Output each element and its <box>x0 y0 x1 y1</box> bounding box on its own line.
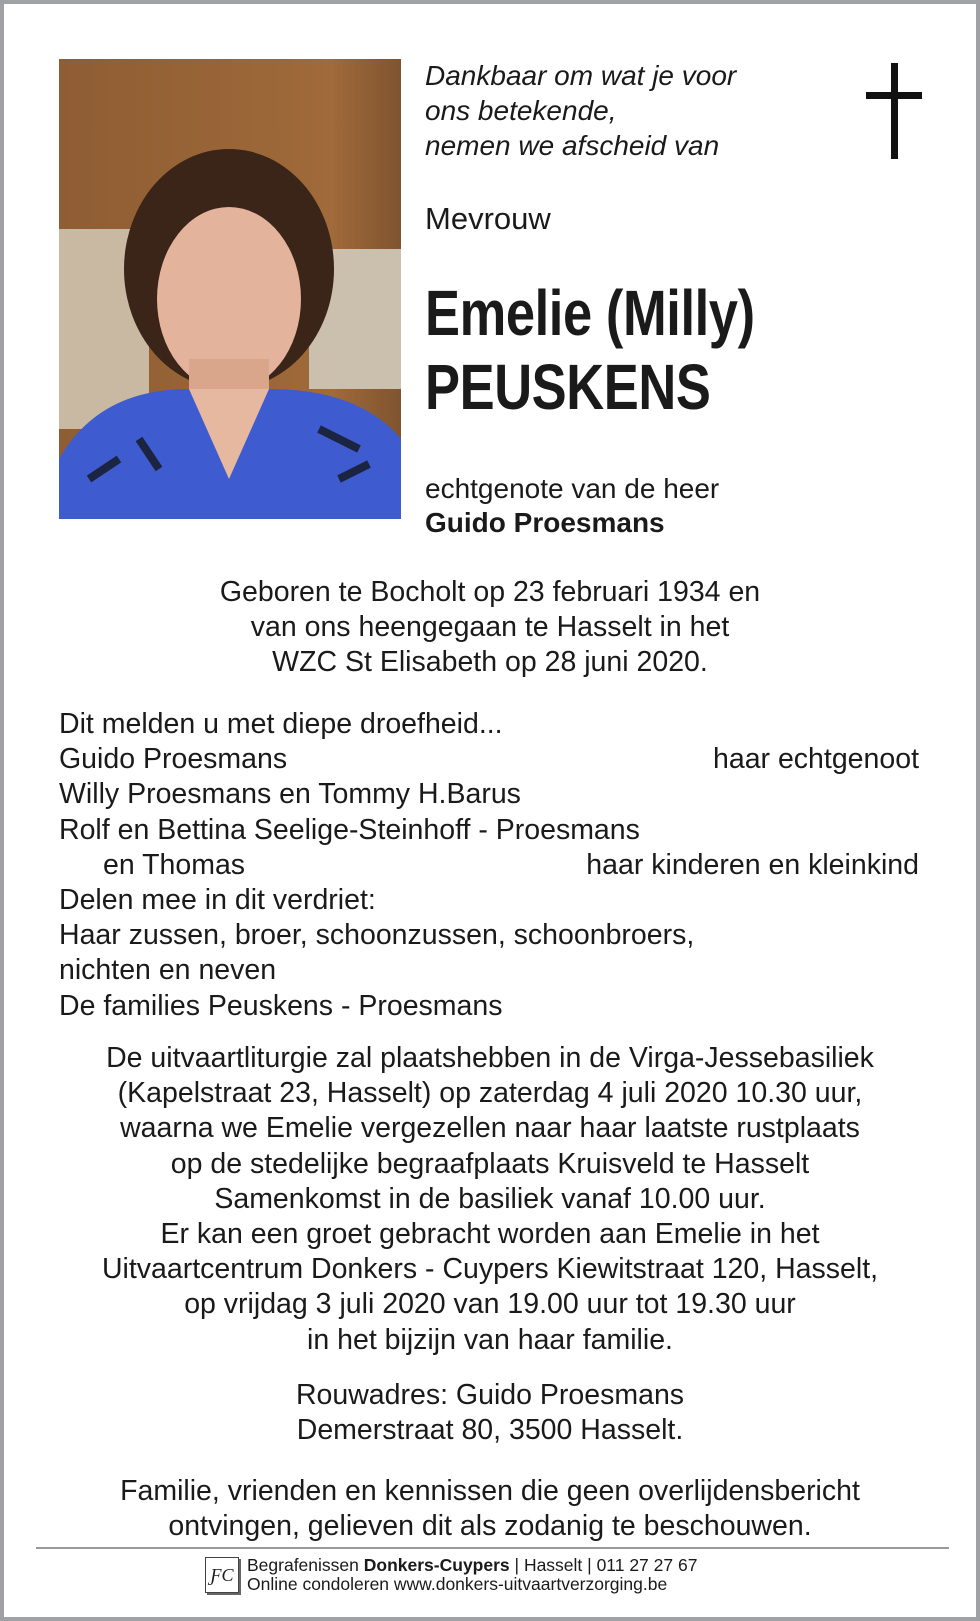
funeral-line: op de stedelijke begraafplaats Kruisveld te Hasselt <box>170 1147 810 1180</box>
spouse-label: echtgenote van de heer <box>425 473 720 504</box>
funeral-line: waarna we Emelie vergezellen naar haar laatste rustplaats <box>120 1112 860 1145</box>
cross-icon-bar <box>866 92 922 99</box>
funeral-line: Uitvaartcentrum Donkers - Cuypers Kiewitstraat 120, Hasselt, <box>101 1253 879 1286</box>
family-member: Dit melden u met diepe droefheid... <box>59 708 503 740</box>
family-member: Haar zussen, broer, schoonzussen, schoonbroers, <box>59 919 695 952</box>
family-row <box>59 707 919 742</box>
portrait-photo <box>59 59 401 519</box>
family-row <box>59 918 919 953</box>
condolence-link[interactable]: Online condoleren www.donkers-uitvaartverzorging.be <box>247 1574 668 1594</box>
family-list <box>59 707 919 1024</box>
relation: haar echtgenoot <box>713 743 919 776</box>
funeral-line: op vrijdag 3 juli 2020 van 19.00 uur tot 19.30 uur <box>184 1288 796 1321</box>
family-member: nichten en neven <box>59 954 277 987</box>
family-row <box>59 848 919 883</box>
address-line: Rouwadres: Guido Proesmans <box>295 1379 685 1411</box>
family-member: en Thomas <box>103 848 246 881</box>
funeral-line: De uitvaartliturgie zal plaatshebben in de Virga-Jessebasiliek <box>106 1042 874 1074</box>
footer <box>205 1556 697 1594</box>
last-name: PEUSKENS <box>425 351 711 423</box>
notice <box>4 1474 976 1544</box>
funeral-info <box>4 1041 976 1358</box>
family-member: Delen mee in dit verdriet: <box>59 884 376 917</box>
funeral-home-logo: ƑC <box>205 1557 239 1593</box>
funeral-line: in het bijzijn van haar familie. <box>307 1323 673 1356</box>
obituary-card <box>4 4 976 1617</box>
birth-line: van ons heengegaan te Hasselt in het <box>250 611 730 644</box>
family-member: Guido Proesmans <box>59 743 288 776</box>
honorific: Mevrouw <box>425 201 551 236</box>
relation: haar kinderen en kleinkind <box>586 848 919 881</box>
family-row <box>59 953 919 988</box>
family-member: De families Peuskens - Proesmans <box>59 989 503 1022</box>
address-line: Demerstraat 80, 3500 Hasselt. <box>296 1414 684 1447</box>
family-row <box>59 777 919 812</box>
intro-line: Dankbaar om wat je voor <box>425 60 737 91</box>
deceased-name <box>425 276 755 424</box>
intro-line: ons betekende, <box>425 95 617 126</box>
intro-text <box>425 58 736 163</box>
funeral-home-line <box>247 1556 697 1575</box>
intro-line: nemen we afscheid van <box>425 130 720 161</box>
family-row <box>59 883 919 918</box>
footer-divider <box>36 1547 949 1549</box>
notice-line: Familie, vrienden en kennissen die geen overlijdensbericht <box>120 1475 860 1507</box>
funeral-line: Er kan een groet gebracht worden aan Emelie in het <box>160 1218 820 1251</box>
spouse-info <box>425 472 719 540</box>
family-row <box>59 742 919 777</box>
spouse-name: Guido Proesmans <box>425 507 665 538</box>
footer-contact: | Hasselt | 011 27 27 67 <box>514 1555 698 1575</box>
family-member: Rolf en Bettina Seelige-Steinhoff - Proesmans <box>59 813 640 846</box>
family-row <box>59 813 919 848</box>
family-row <box>59 989 919 1024</box>
funeral-line: Samenkomst in de basiliek vanaf 10.00 uur. <box>214 1182 766 1215</box>
notice-line: ontvingen, gelieven dit als zodanig te beschouwen. <box>168 1510 812 1543</box>
birth-death-info <box>4 575 976 681</box>
footer-prefix: Begrafenissen <box>247 1555 359 1575</box>
funeral-home-name: Donkers-Cuypers <box>363 1555 510 1575</box>
cross-icon <box>891 63 898 159</box>
mourning-address <box>4 1378 976 1448</box>
birth-line: WZC St Elisabeth op 28 juni 2020. <box>272 646 708 679</box>
first-name: Emelie (Milly) <box>425 277 755 349</box>
funeral-line: (Kapelstraat 23, Hasselt) op zaterdag 4 juli 2020 10.30 uur, <box>117 1077 863 1110</box>
birth-line: Geboren te Bocholt op 23 februari 1934 en <box>219 576 761 608</box>
family-member: Willy Proesmans en Tommy H.Barus <box>59 778 521 811</box>
